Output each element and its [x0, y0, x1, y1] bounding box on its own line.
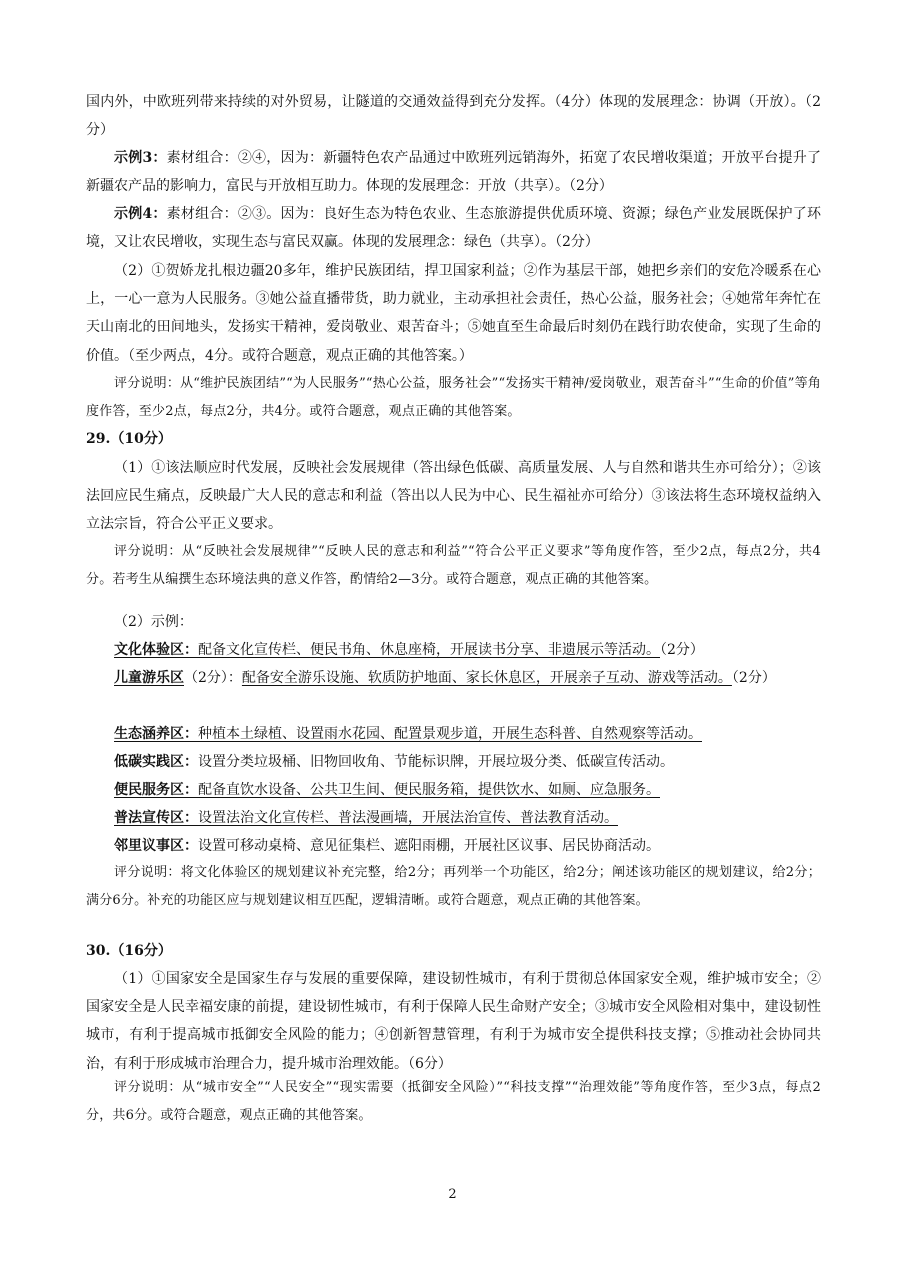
zone-service-name: 便民服务区：: [114, 782, 198, 798]
q28-part2: （2）①贺娇龙扎根边疆20多年，维护民族团结，捍卫国家利益；②作为基层干部，她把乡亲们的安危冷暖系在心上，一心一意为人民服务。③她公益直播带货，助力就业，主动承担社会责任，热心公益，服务社会；④她常年奔忙在天山南北的田间地头，发扬实干精神，爱岗敬业、艰苦奋斗；⑤她直至生命最后时刻仍在践行助农使命，实现了生命的价值。（至少两点，4分。或符合题意，观点正确的其他答案。）: [86, 263, 821, 364]
zone-ecology: [86, 720, 821, 748]
q30-heading: 30.（16分）: [86, 943, 172, 959]
zone-children-score-2: （2分）: [731, 670, 776, 686]
example-3-text: 素材组合：②④，因为：新疆特色农产品通过中欧班列远销海外，拓宽了农民增收渠道；开放平台提升了新疆农产品的影响力，富民与开放相互助力。体现的发展理念：开放（共享）。（2分）: [86, 150, 822, 195]
zone-law-name: 普法宣传区：: [114, 810, 198, 826]
zone-children-text: 配备安全游乐设施、软质防护地面、家长休息区，开展亲子互动、游戏等活动。: [241, 670, 732, 686]
scoring-note-2: 评分说明：从“反映社会发展规律”“反映人民的意志和利益”“符合公平正义要求”等角度作答，至少2点，每点2分，共4分。若考生从编撰生态环境法典的意义作答，酌情给2—3分。或符合题意，观点正确的其他答案。: [86, 544, 821, 588]
zone-children-score: （2分）：: [184, 670, 242, 686]
zone-law: [86, 804, 821, 832]
page-number: 2: [448, 1187, 457, 1202]
example-3: [86, 144, 821, 200]
example-3-label: 示例3：: [114, 150, 167, 166]
scoring-note-1: 评分说明：从“维护民族团结”“为人民服务”“热心公益，服务社会”“发扬实干精神/爱岗敬业，艰苦奋斗”“生命的价值”等角度作答，至少2点，每点2分，共4分。或符合题意，观点正确的其他答案。: [86, 376, 821, 420]
q29-part1: （1）①该法顺应时代发展，反映社会发展规律（答出绿色低碳、高质量发展、人与自然和谐共生亦可给分）；②该法回应民生痛点，反映最广大人民的意志和利益（答出以人民为中心、民生福祉亦可给分）③该法将生态环境权益纳入立法宗旨，符合公平正义要求。: [86, 460, 821, 533]
example-4-label: 示例4：: [114, 206, 167, 222]
zone-neighborhood-text: 设置可移动桌椅、意见征集栏、遮阳雨棚，开展社区议事、居民协商活动。: [198, 838, 660, 854]
paragraph-intro: 国内外，中欧班列带来持续的对外贸易，让隧道的交通效益得到充分发挥。（4分）体现的发展理念：协调（开放）。（2分）: [86, 94, 821, 139]
zone-law-text: 设置法治文化宣传栏、普法漫画墙，开展法治宣传、普法教育活动。: [198, 810, 618, 826]
example-4-text: 素材组合：②③。因为：良好生态为特色农业、生态旅游提供优质环境、资源；绿色产业发展既保护了环境，又让农民增收，实现生态与富民双赢。体现的发展理念：绿色（共享）。（2分）: [86, 206, 822, 251]
zone-ecology-text: 种植本土绿植、设置雨水花园、配置景观步道，开展生态科普、自然观察等活动。: [198, 726, 702, 742]
zone-children-name: 儿童游乐区: [114, 670, 184, 686]
zone-service: [86, 776, 821, 804]
q29-heading: 29.（10分）: [86, 431, 172, 447]
zone-culture-name: 文化体验区：: [114, 642, 198, 658]
zone-neighborhood-name: 邻里议事区：: [114, 838, 198, 854]
zone-service-text: 配备直饮水设备、公共卫生间、便民服务箱，提供饮水、如厕、应急服务。: [198, 782, 660, 798]
zone-lowcarbon-text: 设置分类垃圾桶、旧物回收角、节能标识牌，开展垃圾分类、低碳宣传活动。: [198, 754, 674, 770]
zone-children: [86, 664, 821, 692]
zone-neighborhood: [86, 832, 821, 860]
zone-culture: [86, 636, 821, 664]
zone-culture-score: （2分）: [660, 642, 704, 658]
zone-ecology-name: 生态涵养区：: [114, 726, 198, 742]
zone-lowcarbon: [86, 748, 821, 776]
example-4: [86, 200, 821, 256]
q29-part2: （2）示例：: [114, 614, 193, 630]
scoring-note-4: 评分说明：从“城市安全”“人民安全”“现实需要（抵御安全风险）”“科技支撑”“治理效能”等角度作答，至少3点，每点2分，共6分。或符合题意，观点正确的其他答案。: [86, 1080, 821, 1124]
scoring-note-3: 评分说明：将文化体验区的规划建议补充完整，给2分；再列举一个功能区，给2分；阐述该功能区的规划建议，给2分；满分6分。补充的功能区应与规划建议相互匹配，逻辑清晰。或符合题意，观点正确的其他答案。: [86, 865, 821, 909]
zone-culture-text: 配备文化宣传栏、便民书角、休息座椅，开展读书分享、非遗展示等活动。: [198, 642, 660, 658]
q30-part1: （1）①国家安全是国家生存与发展的重要保障，建设韧性城市，有利于贯彻总体国家安全观，维护城市安全；②国家安全是人民幸福安康的前提，建设韧性城市，有利于保障人民生命财产安全；③城市安全风险相对集中，建设韧性城市，有利于提高城市抵御安全风险的能力；④创新智慧管理，有利于为城市安全提供科技支撑；⑤推动社会协同共治，有利于形成城市治理合力，提升城市治理效能。（6分）: [86, 971, 821, 1072]
zone-lowcarbon-name: 低碳实践区：: [114, 754, 198, 770]
